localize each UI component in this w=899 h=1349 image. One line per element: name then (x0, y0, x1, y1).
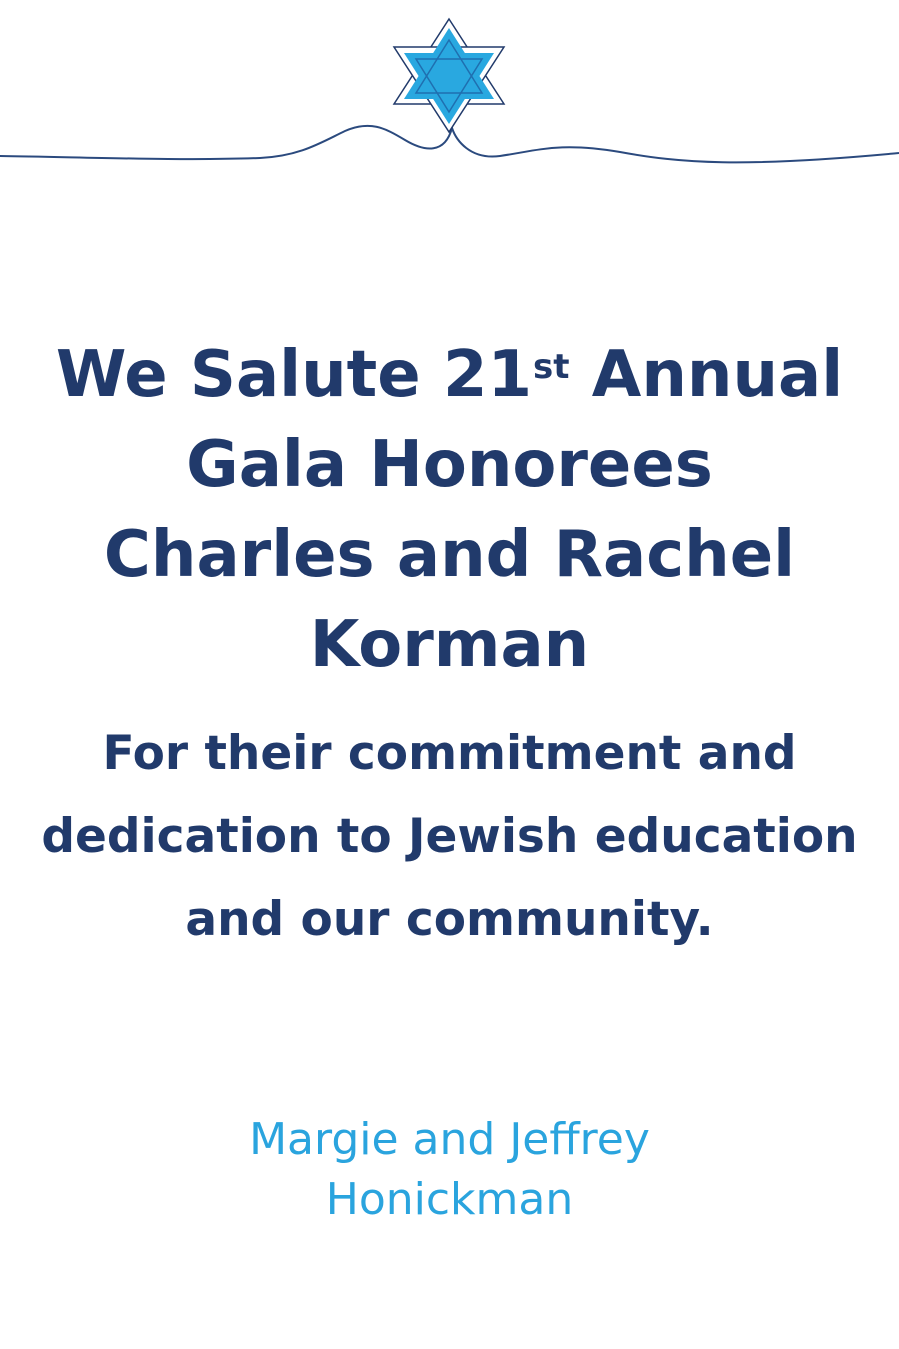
honoree-names-line-1: Charles and Rachel (103, 518, 796, 592)
headline-line-2: Gala Honorees (186, 428, 713, 502)
honoree-names-line-2: Korman (309, 608, 590, 682)
ordinal-suffix: st (533, 347, 570, 387)
header-decoration (0, 0, 899, 180)
tribute-line-2: dedication to Jewish education (41, 809, 858, 864)
tribute-message (0, 712, 899, 961)
tribute-line-3: and our community. (185, 892, 714, 947)
donor-line-1: Margie and Jeffrey (249, 1114, 650, 1165)
donor-signature (0, 1110, 899, 1230)
donor-line-2: Honickman (325, 1174, 574, 1225)
headline (0, 330, 899, 690)
headline-line-1: We Salute 21st Annual (55, 338, 844, 412)
tribute-line-1: For their commitment and (102, 726, 797, 781)
star-of-david-icon (394, 19, 504, 132)
